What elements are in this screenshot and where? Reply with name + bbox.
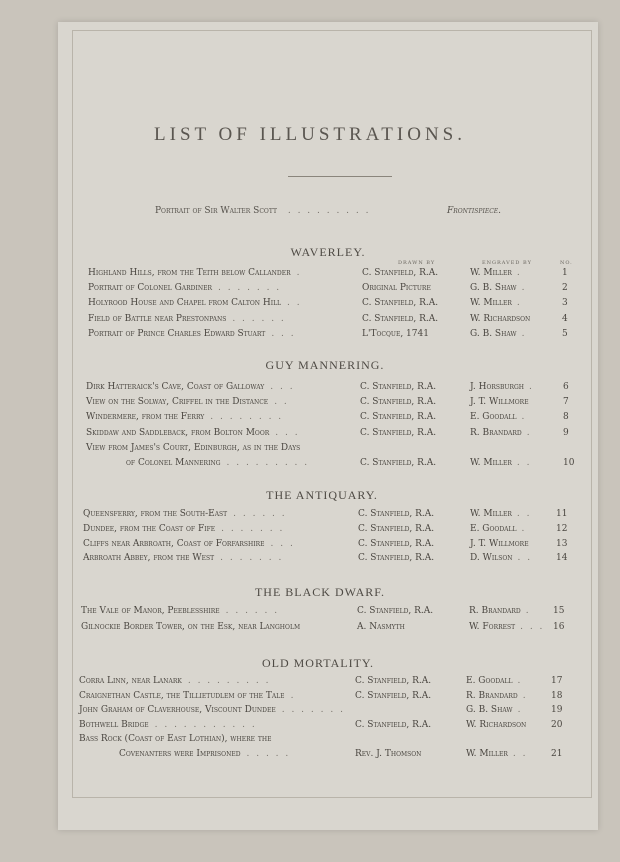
leader-dots: . . bbox=[274, 397, 289, 408]
illustration-subject: Corra Linn, near Lanark bbox=[79, 676, 182, 686]
list-item bbox=[0, 509, 620, 523]
leader-dots: . bbox=[521, 412, 527, 423]
leader-dots: . . . . . bbox=[246, 748, 291, 759]
section-title: OLD MORTALITY. bbox=[261, 656, 375, 670]
illustration-subject: of Colonel Mannering bbox=[126, 458, 221, 468]
engraved-by: J. T. Willmore bbox=[470, 538, 529, 549]
engraved-by: G. B. Shaw bbox=[466, 705, 513, 715]
plate-number: 10 bbox=[563, 458, 575, 468]
engraved-by: W. Miller bbox=[470, 268, 512, 278]
leader-dots: . . bbox=[512, 748, 528, 759]
engraved-by: R. Brandard bbox=[466, 690, 518, 701]
leader-dots: . bbox=[526, 427, 532, 438]
list-item bbox=[0, 524, 620, 538]
plate-number: 15 bbox=[553, 606, 565, 616]
illustration-subject: Portrait of Prince Charles Edward Stuart bbox=[88, 328, 266, 339]
leader-dots: . bbox=[529, 382, 534, 392]
leader-dots: . . bbox=[516, 458, 532, 468]
section-title: GUY MANNERING. bbox=[265, 358, 385, 372]
drawn-by: L'Tocque, 1741 bbox=[362, 328, 429, 339]
illustration-subject: Dirk Hatteraick's Cave, Coast of Galloway bbox=[86, 382, 265, 392]
list-item bbox=[0, 329, 620, 343]
leader-dots: . . . . . . . bbox=[217, 283, 282, 294]
drawn-by: C. Stanfield, R.A. bbox=[360, 382, 437, 392]
illustration-subject: Bothwell Bridge bbox=[79, 719, 149, 730]
list-item bbox=[0, 691, 620, 705]
leader-dots: . bbox=[516, 298, 522, 309]
leader-dots: . . . bbox=[520, 621, 545, 632]
engraved-by: D. Wilson bbox=[470, 553, 513, 564]
leader-dots: . . . . . . bbox=[225, 606, 280, 616]
engraved-by: W. Miller bbox=[470, 509, 512, 519]
list-item bbox=[0, 749, 620, 763]
leader-dots: . . . . . . . . bbox=[210, 412, 284, 423]
illustration-subject: Dundee, from the Coast of Fife bbox=[83, 523, 216, 534]
list-item bbox=[0, 412, 620, 426]
plate-number: 9 bbox=[563, 427, 569, 438]
section-title: THE ANTIQUARY. bbox=[266, 488, 378, 502]
plate-number: 19 bbox=[551, 705, 563, 715]
frontispiece-subject: Portrait of Sir Walter Scott bbox=[155, 206, 277, 216]
leader-dots: . bbox=[517, 676, 523, 686]
leader-dots: . bbox=[290, 690, 296, 701]
drawn-by: C. Stanfield, R.A. bbox=[360, 427, 437, 438]
plate-number: 7 bbox=[563, 397, 569, 408]
list-item bbox=[0, 553, 620, 567]
list-item bbox=[0, 622, 620, 636]
engraved-by: W. Miller bbox=[470, 458, 512, 468]
engraved-by: E. Goodall bbox=[466, 676, 513, 686]
illustration-subject: Windermere, from the Ferry bbox=[86, 412, 205, 423]
engraved-by: W. Forrest bbox=[469, 621, 516, 632]
leader-dots: . bbox=[525, 606, 531, 616]
plate-number: 18 bbox=[551, 690, 563, 701]
leader-dots: . . bbox=[287, 298, 302, 309]
drawn-by: C. Stanfield, R.A. bbox=[360, 412, 437, 423]
list-item bbox=[0, 443, 620, 457]
leader-dots: . . . . . . . bbox=[221, 523, 285, 534]
list-item bbox=[0, 283, 620, 297]
list-item bbox=[0, 298, 620, 312]
illustration-subject: Highland Hills, from the Teith below Callander bbox=[88, 268, 291, 278]
list-item bbox=[0, 734, 620, 748]
leader-dots: . . . bbox=[275, 427, 300, 438]
drawn-by: C. Stanfield, R.A. bbox=[360, 458, 437, 468]
drawn-by: C. Stanfield, R.A. bbox=[358, 538, 435, 549]
illustration-subject: Bass Rock (Coast of East Lothian), where the bbox=[79, 734, 272, 744]
leader-dots: . . . . . . . . . . . bbox=[154, 719, 257, 730]
leader-dots: . . . bbox=[271, 328, 296, 339]
frontispiece-entry bbox=[155, 206, 515, 216]
list-item bbox=[0, 428, 620, 442]
drawn-by: C. Stanfield, R.A. bbox=[355, 719, 432, 730]
engraved-by: G. B. Shaw bbox=[470, 283, 517, 294]
leader-dots: . . . . . . . . . bbox=[187, 676, 271, 686]
drawn-by: C. Stanfield, R.A. bbox=[358, 523, 435, 534]
engraved-by: E. Goodall bbox=[470, 523, 517, 534]
illustration-subject: View from James's Court, Edinburgh, as in the Days bbox=[86, 442, 301, 453]
illustration-subject: Cliffs near Arbroath, Coast of Forfarshire bbox=[83, 538, 265, 549]
plate-number: 5 bbox=[562, 328, 568, 339]
leader-dots: . . bbox=[516, 509, 532, 519]
drawn-by: C. Stanfield, R.A. bbox=[355, 690, 432, 701]
leader-dots: . bbox=[516, 268, 522, 278]
drawn-by: C. Stanfield, R.A. bbox=[360, 397, 437, 408]
engraved-by: W. Miller bbox=[466, 748, 508, 759]
list-item bbox=[0, 314, 620, 328]
leader-dots: . . . . . . . bbox=[281, 705, 345, 715]
list-item bbox=[0, 268, 620, 282]
leader-dots: . bbox=[522, 690, 528, 701]
list-item bbox=[0, 720, 620, 734]
drawn-by: Original Picture bbox=[362, 283, 431, 294]
drawn-by: C. Stanfield, R.A. bbox=[358, 553, 435, 564]
leader-dots: . . . . . . . bbox=[220, 553, 284, 564]
plate-number: 13 bbox=[556, 538, 568, 549]
leader-dots: . . . . . . bbox=[232, 313, 286, 324]
page-title: LIST OF ILLUSTRATIONS. bbox=[154, 124, 466, 145]
plate-number: 8 bbox=[563, 412, 569, 423]
illustration-subject: Gilnockie Border Tower, on the Esk, near Langholm bbox=[81, 621, 301, 632]
drawn-by: C. Stanfield, R.A. bbox=[355, 676, 432, 686]
frontispiece-label: Frontispiece. bbox=[447, 206, 502, 216]
engraved-by: G. B. Shaw bbox=[470, 328, 517, 339]
drawn-by: A. Nasmyth bbox=[357, 621, 405, 632]
plate-number: 14 bbox=[556, 553, 568, 564]
drawn-by: Rev. J. Thomson bbox=[355, 748, 422, 759]
plate-number: 21 bbox=[551, 748, 563, 759]
illustration-subject: Covenanters were Imprisoned bbox=[119, 748, 241, 759]
engraved-by: E. Goodall bbox=[470, 412, 517, 423]
drawn-by: C. Stanfield, R.A. bbox=[357, 606, 434, 616]
section-title: WAVERLEY. bbox=[290, 245, 366, 259]
leader-dots: . bbox=[521, 283, 527, 294]
leader-dots: . bbox=[296, 268, 302, 278]
illustration-subject: View on the Solway, Criffel in the Distance bbox=[86, 397, 269, 408]
column-header-drawn: DRAWN BY bbox=[398, 260, 436, 266]
leader-dots: . . . . . . bbox=[233, 509, 287, 519]
leader-dots: . bbox=[517, 705, 523, 715]
list-item bbox=[0, 458, 620, 472]
plate-number: 16 bbox=[553, 621, 565, 632]
engraved-by: W. Richardson bbox=[470, 313, 531, 324]
list-item bbox=[0, 397, 620, 411]
plate-number: 4 bbox=[562, 313, 568, 324]
illustration-subject: Skiddaw and Saddleback, from Bolton Moor bbox=[86, 427, 270, 438]
column-header-no: NO. bbox=[560, 260, 573, 266]
drawn-by: C. Stanfield, R.A. bbox=[362, 313, 439, 324]
engraved-by: J. T. Willmore bbox=[470, 397, 529, 408]
plate-number: 17 bbox=[551, 676, 563, 686]
leader-dots: . . . bbox=[270, 382, 295, 392]
column-header-engraved: ENGRAVED BY bbox=[482, 260, 532, 266]
engraved-by: R. Brandard bbox=[469, 606, 521, 616]
leader-dots: . . . bbox=[270, 538, 295, 549]
engraved-by: J. Horsburgh bbox=[470, 382, 525, 392]
leader-dots: . . . . . . . . . bbox=[287, 206, 371, 216]
illustration-subject: John Graham of Claverhouse, Viscount Dundee bbox=[79, 705, 276, 715]
list-item bbox=[0, 539, 620, 553]
illustration-subject: Field of Battle near Prestonpans bbox=[88, 313, 227, 324]
illustration-subject: Queensferry, from the South-East bbox=[83, 509, 228, 519]
illustration-subject: The Vale of Manor, Peeblesshire bbox=[81, 606, 220, 616]
leader-dots: . . . . . . . . . bbox=[226, 458, 310, 468]
engraved-by: W. Miller bbox=[470, 298, 512, 309]
leader-dots: . . bbox=[517, 553, 533, 564]
leader-dots: . bbox=[521, 328, 527, 339]
plate-number: 2 bbox=[562, 283, 568, 294]
illustration-subject: Portrait of Colonel Gardiner bbox=[88, 283, 212, 294]
illustration-subject: Craignethan Castle, the Tillietudlem of the Tale bbox=[79, 690, 285, 701]
drawn-by: C. Stanfield, R.A. bbox=[362, 268, 439, 278]
leader-dots: . bbox=[521, 523, 527, 534]
list-item bbox=[0, 382, 620, 396]
illustration-subject: Arbroath Abbey, from the West bbox=[83, 553, 215, 564]
engraved-by: R. Brandard bbox=[470, 427, 522, 438]
section-title: THE BLACK DWARF. bbox=[254, 585, 386, 599]
title-rule bbox=[288, 176, 392, 177]
drawn-by: C. Stanfield, R.A. bbox=[362, 298, 439, 309]
plate-number: 3 bbox=[562, 298, 568, 309]
list-item bbox=[0, 705, 620, 719]
plate-number: 12 bbox=[556, 523, 568, 534]
list-item bbox=[0, 606, 620, 620]
drawn-by: C. Stanfield, R.A. bbox=[358, 509, 435, 519]
list-item bbox=[0, 676, 620, 690]
plate-number: 20 bbox=[551, 719, 563, 730]
engraved-by: W. Richardson bbox=[466, 719, 527, 730]
illustration-subject: Holyrood House and Chapel from Calton Hill bbox=[88, 298, 282, 309]
plate-number: 1 bbox=[562, 268, 568, 278]
plate-number: 6 bbox=[563, 382, 569, 392]
plate-number: 11 bbox=[556, 509, 568, 519]
